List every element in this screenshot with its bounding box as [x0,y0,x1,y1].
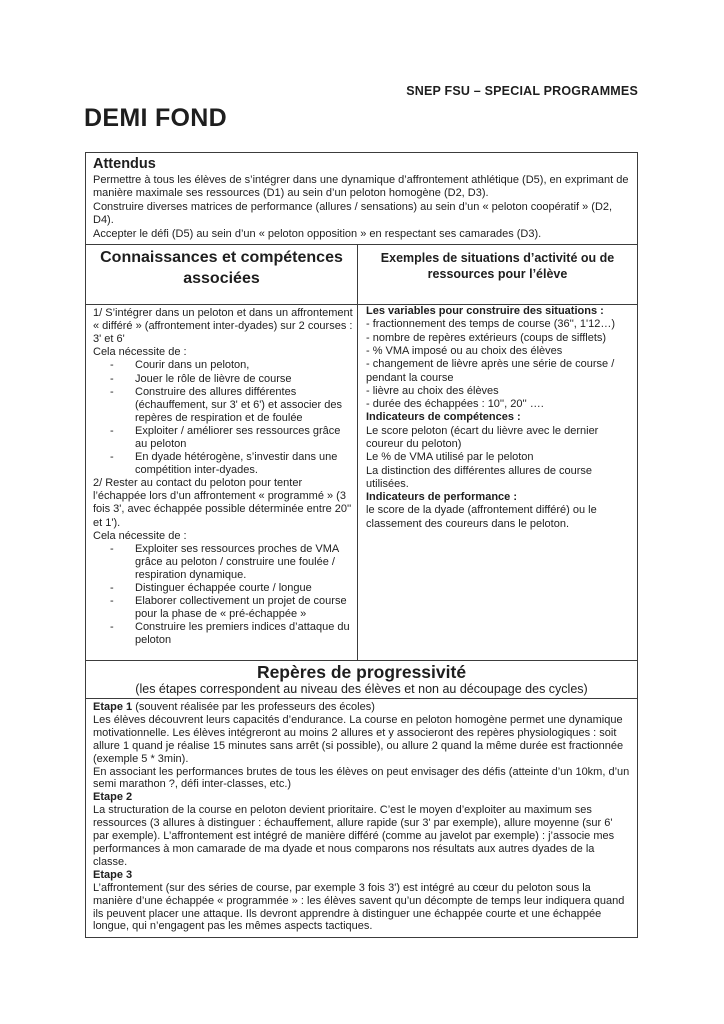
performance-indicators-heading: Indicateurs de performance : [366,491,517,504]
competence-lead-2: Cela nécessite de : [93,529,187,542]
program-table [85,152,638,938]
competences-column [86,305,358,660]
bullet-item [93,359,353,372]
bullet-dash: - [110,542,114,555]
etape-1-label-suffix: (souvent réalisée par les professeurs des écoles) [132,701,375,714]
column-header-competences: Connaissances et compétences associées [86,245,358,304]
etape-1-label-bold: Etape 1 [93,701,133,714]
bullet-text: Construire les premiers indices d’attaque du peloton [135,621,350,647]
bullet-item [93,373,353,386]
bullet-text: En dyade hétérogène, s’investir dans une compétition inter-dyades. [135,451,338,477]
attendus-paragraph: Accepter le défi (D5) au sein d’un « peloton opposition » en respectant ses camarades (D3). [93,227,542,240]
etape-1-label [93,701,630,714]
column-body-row [86,305,637,661]
indicator-item: La distinction des différentes allures de course utilisées. [366,464,593,490]
bullet-item [93,386,353,425]
etapes-section [86,699,637,937]
bullet-item [93,543,353,582]
bullet-dash: - [110,595,114,608]
variable-item: - fractionnement des temps de course (36'', 1'12…) [366,318,616,331]
etape-3-label-bold: Etape 3 [93,868,133,881]
etape-1-paragraph: Les élèves découvrent leurs capacités d’endurance. La course en peloton homogène permet une dynamique motivationnelle. Les élèves intégreront au moins 2 allures et y associeront des repères physiologiques : soit allure 1 quand je réalise 15 minutes sans arrêt (si possible), ou allure 2 quand la même durée est fractionnée (exemple 5 * 3min). [93,713,624,765]
variables-heading: Les variables pour construire des situations : [366,305,604,318]
exemples-column [358,305,637,660]
bullet-item [93,621,353,647]
bullet-text: Jouer le rôle de lièvre de course [135,372,292,385]
variable-item: - lièvre au choix des élèves [366,384,499,397]
reperes-subtitle: (les étapes correspondent au niveau des élèves et non au découpage des cycles) [135,682,588,697]
competence-intro-1: 1/ S’intégrer dans un peloton et dans un affrontement « différé » (affrontement inter-dyades) sur 2 courses : 3' et 6' [93,307,353,346]
etape-3-paragraph: L’affrontement (sur des séries de course, par exemple 3 fois 3') est intégré au cœur du peloton sous la manière d’une échappée « programmée » : les élèves savent qu’un décompte de temps leur indiquera quand ils peuvent placer une attaque. Ils devront apprendre à distinguer une échappée courte et une échappée longue, qui n’engagent pas les mêmes aspects tactiques. [93,881,625,933]
bullet-text: Exploiter / améliorer ses ressources grâce au peloton [135,424,341,450]
bullet-text: Exploiter ses ressources proches de VMA grâce au peloton / construire une foulée / respiration dynamique. [135,542,339,581]
bullet-dash: - [110,372,114,385]
bullet-dash: - [110,451,114,464]
attendus-paragraph: Construire diverses matrices de performance (allures / sensations) au sein d’un « peloton coopératif » (D2, D4). [93,200,613,227]
etape-3-label [93,869,630,882]
bullet-item [93,582,353,595]
column-headers-row [86,245,637,305]
indicator-item: Le % de VMA utilisé par le peloton [366,451,534,464]
etape-2-label-bold: Etape 2 [93,791,133,804]
column-header-exemples: Exemples de situations d’activité ou de ressources pour l’élève [380,251,615,281]
variable-item: - changement de lièvre après une série de course / pendant la course [366,358,615,384]
document-series-label: SNEP FSU – SPECIAL PROGRAMMES [406,84,638,98]
competence-indicators-heading: Indicateurs de compétences : [366,411,521,424]
bullet-text: Distinguer échappée courte / longue [135,582,312,594]
bullet-dash: - [110,359,114,372]
variable-item: - nombre de repères extérieurs (coups de sifflets) [366,331,607,344]
bullet-item [93,425,353,451]
indicator-item: Le score peloton (écart du lièvre avec le dernier coureur du peloton) [366,424,599,450]
bullet-item [93,595,353,621]
reperes-header-row [86,661,637,699]
bullet-text: Elaborer collectivement un projet de course pour la phase de « pré-échappée » [135,595,347,621]
etape-2-paragraph: La structuration de la course en peloton devient prioritaire. C’est le moyen d’exploiter au maximum ses ressources (3 allures à distinguer : échauffement, allure rapide (sur 3' par exemple), allure moyenne (sur 6' par exemple). L’affrontement est intégré de manière différé (comme au javelot par exemple) : j’associe mes performances à mon camarade de ma dyade et nous comparons nos résultats aux autres dyades de la classe. [93,804,615,868]
attendus-paragraph: Permettre à tous les élèves de s’intégrer dans une dynamique d’affrontement athlétique (D5), en exprimant de manière maximale ses ressources (D1) au sein d’un peloton homogène (D2, D3). [93,174,629,200]
bullet-dash: - [110,385,114,398]
competence-lead-1: Cela nécessite de : [93,346,187,359]
document-title: DEMI FOND [84,104,227,132]
bullet-dash: - [110,424,114,437]
competence-intro-2: 2/ Rester au contact du peloton pour tenter l’échappée lors d’un affrontement « programmé » (3 fois 3', avec échappée possible déterminée entre 20'' et 1'). [93,477,352,529]
bullet-text: Construire des allures différentes (échauffement, sur 3' et 6') et associer des repères de respiration et de foulée [135,385,342,424]
etape-1-paragraph: En associant les performances brutes de tous les élèves on peut envisager des défis (atteinte d’un 10km, d’un semi marathon ?, défi inter-classes, etc.) [93,765,630,791]
variable-item: - % VMA imposé ou au choix des élèves [366,344,563,357]
bullet-dash: - [110,621,114,634]
bullet-text: Courir dans un peloton, [135,359,250,372]
attendus-section [86,153,637,245]
indicator-item: le score de la dyade (affrontement différé) ou le classement des coureurs dans le peloton. [366,504,597,530]
bullet-dash: - [110,582,114,594]
variable-item: - durée des échappées : 10'', 20'' …. [366,398,544,411]
reperes-title: Repères de progressivité [256,662,467,683]
attendus-heading: Attendus [93,156,156,172]
etape-2-label [93,791,630,804]
bullet-item [93,451,353,477]
